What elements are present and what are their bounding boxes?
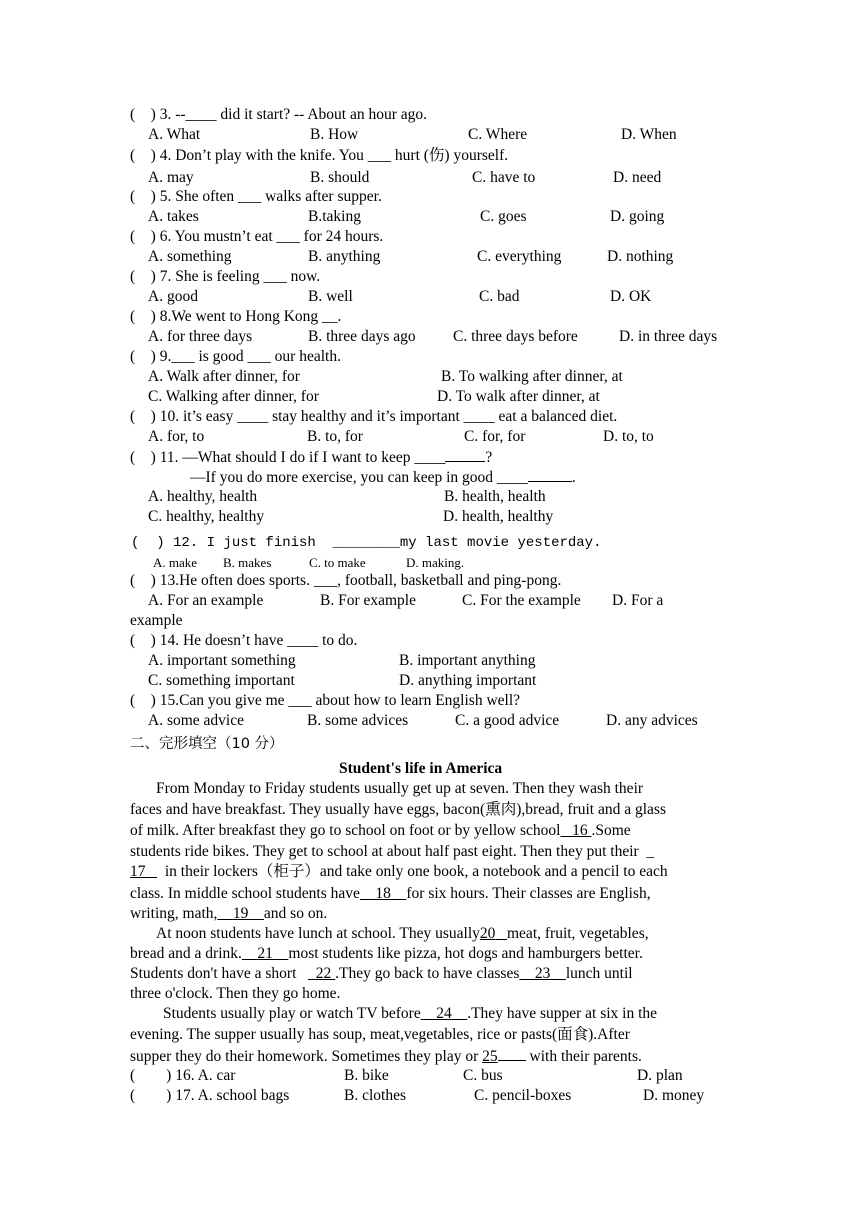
option-d: D. nothing — [607, 248, 674, 265]
option-d: D. health, healthy — [443, 508, 554, 525]
question-13: ( ) 13.He often does sports. ___, football, basketball and ping-pong. — [130, 572, 562, 589]
option-c: C. three days before — [453, 328, 578, 345]
option-d: D. To walk after dinner, at — [437, 388, 600, 405]
option-b: B. some advices — [307, 712, 409, 729]
question-4: ( ) 4. Don’t play with the knife. You ___ hurt (伤) yourself. — [130, 147, 509, 164]
option-b: B. bike — [344, 1067, 389, 1084]
passage-line: students ride bikes. They get to school at about half past eight. Then they put their _ — [130, 843, 655, 860]
option-b: B. For example — [320, 592, 416, 609]
blank — [445, 447, 485, 462]
blank-21: 21 — [257, 945, 273, 962]
option-d: D. For a — [612, 592, 664, 609]
option-d: D. need — [613, 169, 662, 186]
option-d: D. to, to — [603, 428, 654, 445]
passage-line: bread and a drink. 21 most students like pizza, hot dogs and hamburgers better. — [130, 945, 643, 962]
option-a: A. healthy, health — [148, 488, 258, 505]
blank — [498, 1046, 526, 1061]
option-c: C. healthy, healthy — [148, 508, 265, 525]
blank-18: 18 — [375, 885, 391, 902]
blank-17: 17 — [130, 863, 146, 880]
option-b: B. three days ago — [308, 328, 416, 345]
passage-line: Students don't have a short 22 .They go back to have classes 23 lunch until — [130, 965, 633, 982]
option-c: C. bad — [479, 288, 520, 305]
option-b: B. To walking after dinner, at — [441, 368, 623, 385]
question-11-line-2: —If you do more exercise, you can keep in good ____ . — [190, 469, 576, 486]
passage-line: evening. The supper usually has soup, meat,vegetables, rice or pasts(面食).After — [130, 1026, 630, 1043]
option-b: B. should — [310, 169, 370, 186]
question-17: ( ) 17. A. school bags — [130, 1087, 290, 1104]
passage-line: three o'clock. Then they go home. — [130, 985, 341, 1002]
passage-line: 17 in their lockers（柜子）and take only one book, a notebook and a pencil to each — [130, 863, 668, 880]
option-b: B. important anything — [399, 652, 536, 669]
question-9: ( ) 9.___ is good ___ our health. — [130, 348, 341, 365]
option-a: A. important something — [148, 652, 296, 669]
option-c: C. Walking after dinner, for — [148, 388, 319, 405]
option-a: A. may — [148, 169, 194, 186]
passage-line: At noon students have lunch at school. They usually20 meat, fruit, vegetables, — [156, 925, 649, 942]
question-5: ( ) 5. She often ___ walks after supper. — [130, 188, 382, 205]
blank-23: 23 — [534, 965, 551, 982]
option-b: B. well — [308, 288, 353, 305]
option-b: B. to, for — [307, 428, 363, 445]
option-c: C. to make — [309, 555, 366, 570]
option-a: A. for, to — [148, 428, 205, 445]
option-d: D. anything important — [399, 672, 537, 689]
question-15: ( ) 15.Can you give me ___ about how to learn English well? — [130, 692, 521, 709]
option-d: D. OK — [610, 288, 652, 305]
blank-19: 19 — [232, 905, 249, 922]
option-c: C. goes — [480, 208, 527, 225]
blank-24: 24 — [436, 1005, 452, 1022]
option-d: D. any advices — [606, 712, 698, 729]
question-11: ( ) 11. —What should I do if I want to keep ____ ? — [130, 449, 493, 466]
passage-line: Students usually play or watch TV before 24 .They have supper at six in the — [163, 1005, 658, 1022]
option-a: A. something — [148, 248, 232, 265]
option-d-continued: example — [130, 612, 183, 629]
question-6: ( ) 6. You mustn’t eat ___ for 24 hours. — [130, 228, 384, 245]
option-c: C. For the example — [462, 592, 581, 609]
option-a: A. some advice — [148, 712, 244, 729]
option-b: B. anything — [308, 248, 381, 265]
option-b: B. health, health — [444, 488, 546, 505]
passage-line: writing, math, 19 and so on. — [130, 905, 328, 922]
option-a: A. takes — [148, 208, 199, 225]
option-a: A. What — [148, 126, 201, 143]
option-b: B. clothes — [344, 1087, 406, 1104]
section-heading: 二、完形填空（10 分） — [130, 736, 284, 752]
option-c: C. something important — [148, 672, 295, 689]
option-c: C. have to — [472, 169, 536, 186]
question-12: ( ) 12. I just finish ________my last movie yesterday. — [131, 535, 602, 551]
question-8: ( ) 8.We went to Hong Kong __. — [130, 308, 342, 325]
question-14: ( ) 14. He doesn’t have ____ to do. — [130, 632, 358, 649]
option-c: C. bus — [463, 1067, 503, 1084]
option-a: A. make — [153, 555, 198, 570]
option-a: A. for three days — [148, 328, 253, 345]
question-7: ( ) 7. She is feeling ___ now. — [130, 268, 321, 285]
option-b: B. makes — [223, 555, 272, 570]
option-c: C. everything — [477, 248, 562, 265]
question-10: ( ) 10. it’s easy ____ stay healthy and it’s important ____ eat a balanced diet. — [130, 408, 618, 425]
passage-line: faces and have breakfast. They usually have eggs, bacon(熏肉),bread, fruit and a glass — [130, 801, 666, 818]
passage-line: From Monday to Friday students usually get up at seven. Then they wash their — [156, 780, 644, 797]
passage-line: supper they do their homework. Sometimes they play or 25 with their parents. — [130, 1048, 642, 1065]
blank-22: 22 — [315, 965, 332, 982]
option-c: C. pencil-boxes — [474, 1087, 572, 1104]
blank-25: 25 — [482, 1048, 498, 1065]
option-a: A. For an example — [148, 592, 264, 609]
option-b: B. How — [310, 126, 359, 143]
blank-20: 20 — [479, 925, 496, 942]
option-d: D. making. — [406, 555, 465, 570]
option-d: D. going — [610, 208, 665, 225]
option-a: A. good — [148, 288, 198, 305]
option-c: C. for, for — [464, 428, 526, 445]
option-d: D. in three days — [619, 328, 718, 345]
option-d: D. money — [643, 1087, 705, 1104]
passage-title: Student's life in America — [339, 760, 503, 777]
option-c: C. Where — [468, 126, 528, 143]
option-a: A. Walk after dinner, for — [148, 368, 300, 385]
option-c: C. a good advice — [455, 712, 560, 729]
blank-16: 16 — [572, 822, 588, 839]
option-d: D. plan — [637, 1067, 683, 1084]
question-3: ( ) 3. --____ did it start? -- About an hour ago. — [130, 106, 428, 123]
option-d: D. When — [621, 126, 677, 143]
passage-line: class. In middle school students have 18 for six hours. Their classes are English, — [130, 885, 651, 902]
question-16: ( ) 16. A. car — [130, 1067, 236, 1084]
passage-line: of milk. After breakfast they go to school on foot or by yellow school 16 .Some — [130, 822, 631, 839]
option-b: B.taking — [308, 208, 361, 225]
blank — [528, 467, 572, 482]
